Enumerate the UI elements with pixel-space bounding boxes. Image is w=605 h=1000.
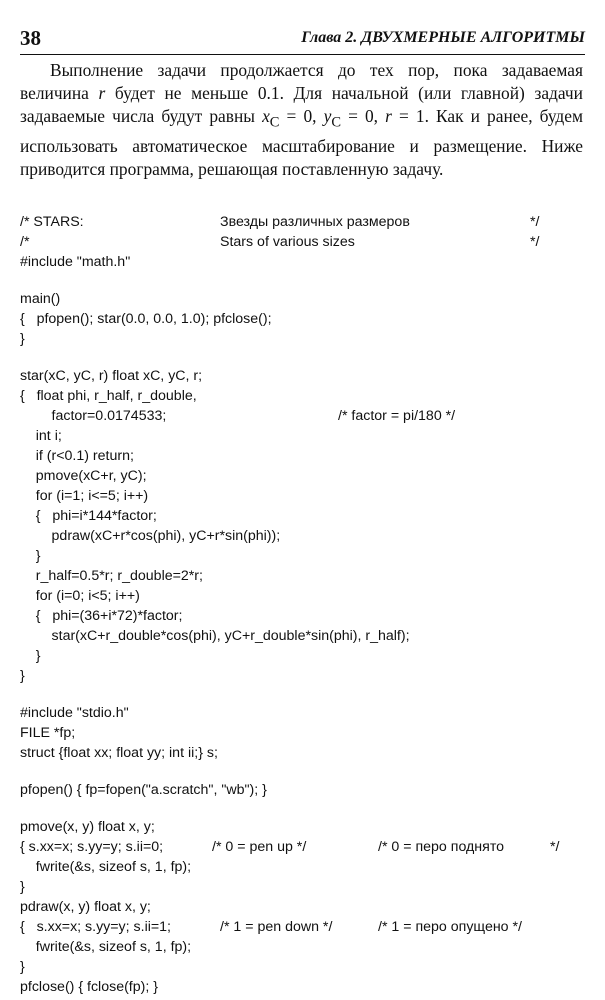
code-line: }	[20, 548, 41, 564]
code-line: if (r<0.1) return;	[20, 448, 134, 464]
code-comment: */	[530, 214, 540, 230]
math-sub: C	[331, 114, 341, 131]
code-comment: /*	[20, 234, 30, 250]
code-line: FILE *fp;	[20, 725, 76, 741]
code-line: #include "stdio.h"	[20, 705, 129, 721]
code-line: main()	[20, 291, 61, 307]
code-comment: */	[530, 234, 540, 250]
code-line: pfclose() { fclose(fp); }	[20, 979, 158, 995]
body-paragraph	[20, 59, 583, 181]
math-r: r	[385, 106, 392, 127]
code-line: }	[20, 879, 25, 895]
code-comment: /* 0 = перо поднято	[378, 839, 505, 855]
code-line	[20, 406, 456, 426]
code-line: { phi=i*144*factor;	[20, 508, 157, 524]
paragraph-text: = 1.	[391, 106, 429, 127]
page-header	[20, 24, 585, 55]
code-comment: /* 1 = перо опущено */	[378, 919, 522, 935]
code-line: star(xC+r_double*cos(phi), yC+r_double*sin(phi), r_half);	[20, 628, 410, 644]
code-line: for (i=1; i<=5; i++)	[20, 488, 149, 504]
code-comment: /* 0 = pen up */	[212, 839, 307, 855]
code-text: { s.xx=x; s.yy=y; s.ii=0;	[20, 839, 164, 855]
code-line: }	[20, 648, 41, 664]
chapter-title: Глава 2. ДВУХМЕРНЫЕ АЛГОРИТМЫ	[301, 29, 585, 46]
paragraph-text: = 0,	[279, 106, 324, 127]
paragraph-text: Как и ранее, будем использовать автоматическое масштабирование и размещение. Ниже приводится программа, решающая поставленную задачу.	[20, 106, 583, 180]
paragraph-text: будет не меньше 0.1. Для начальной (или главной) задачи задаваемые числа будут равны	[20, 83, 583, 127]
code-line: { float phi, r_half, r_double,	[20, 388, 197, 404]
math-x: x	[262, 106, 270, 127]
code-comment: */	[550, 839, 560, 855]
code-line: r_half=0.5*r; r_double=2*r;	[20, 568, 203, 584]
page-number: 38	[20, 26, 41, 50]
code-line	[20, 212, 540, 232]
code-comment: /* factor = pi/180 */	[338, 408, 456, 424]
code-comment: /* STARS:	[20, 214, 84, 230]
code-line	[20, 917, 522, 937]
code-line	[20, 837, 560, 857]
code-line: fwrite(&s, sizeof s, 1, fp);	[20, 859, 192, 875]
code-line	[20, 232, 540, 252]
code-line: pmove(xC+r, yC);	[20, 468, 147, 484]
code-comment: Звезды различных размеров	[220, 214, 410, 230]
code-comment: Stars of various sizes	[220, 234, 355, 250]
code-line: int i;	[20, 428, 62, 444]
code-line: }	[20, 668, 25, 684]
math-y: y	[323, 106, 332, 127]
paragraph-text: Выполнение задачи продолжается до тех пор, пока задаваемая величина	[20, 60, 583, 104]
math-sub: C	[269, 114, 280, 131]
code-line: pdraw(xC+r*cos(phi), yC+r*sin(phi));	[20, 528, 281, 544]
math-r: r	[98, 83, 106, 104]
code-line: for (i=0; i<5; i++)	[20, 588, 140, 604]
code-text: { s.xx=x; s.yy=y; s.ii=1;	[20, 919, 171, 935]
code-line: struct {float xx; float yy; int ii;} s;	[20, 745, 218, 761]
paragraph-text: = 0,	[341, 106, 386, 127]
code-line: pfopen() { fp=fopen("a.scratch", "wb"); }	[20, 782, 267, 798]
code-text: factor=0.0174533;	[20, 408, 167, 424]
code-line: { pfopen(); star(0.0, 0.0, 1.0); pfclose();	[20, 311, 272, 327]
code-line: fwrite(&s, sizeof s, 1, fp);	[20, 939, 192, 955]
code-comment: /* 1 = pen down */	[220, 919, 333, 935]
code-line: pmove(x, y) float x, y;	[20, 819, 155, 835]
code-line: #include "math.h"	[20, 254, 131, 270]
code-line: { phi=(36+i*72)*factor;	[20, 608, 183, 624]
code-line: }	[20, 959, 25, 975]
code-line: pdraw(x, y) float x, y;	[20, 899, 151, 915]
code-line: }	[20, 331, 25, 347]
code-line: star(xC, yC, r) float xC, yC, r;	[20, 368, 203, 384]
